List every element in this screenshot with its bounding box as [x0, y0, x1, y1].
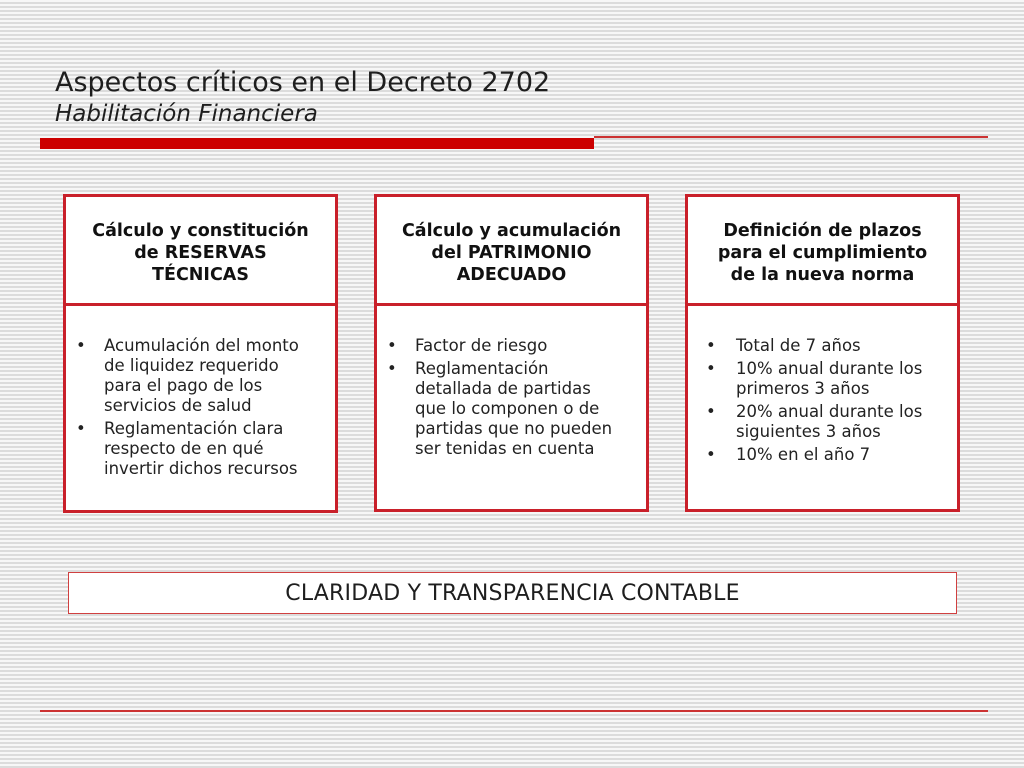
- bullet-line: invertir dichos recursos: [104, 459, 298, 478]
- bullet-line: respecto de en qué: [104, 439, 264, 458]
- bullet-line: Total de 7 años: [736, 336, 861, 355]
- bullet-list: [76, 336, 327, 479]
- card-heading: [377, 197, 646, 306]
- card-plazos-cumplimiento: [685, 194, 960, 512]
- card-heading-line: de la nueva norma: [730, 265, 915, 285]
- bullet-dot: •: [706, 359, 716, 378]
- conclusion-banner-text: CLARIDAD Y TRANSPARENCIA CONTABLE: [285, 580, 740, 606]
- card-heading-line: de RESERVAS: [134, 243, 267, 263]
- bullet-line: partidas que no pueden: [415, 419, 613, 438]
- bullet-line: Acumulación del monto: [104, 336, 299, 355]
- bullet-item: [698, 445, 949, 465]
- bullet-line: Factor de riesgo: [415, 336, 548, 355]
- bullet-list: [698, 336, 949, 465]
- slide-title-block: [55, 66, 550, 128]
- card-reservas-tecnicas: [63, 194, 338, 513]
- bullet-dot: •: [76, 336, 86, 355]
- bullet-item: [387, 359, 638, 459]
- bullet-line: siguientes 3 años: [736, 422, 881, 441]
- card-heading-line: ADECUADO: [456, 265, 567, 285]
- card-body: [66, 306, 335, 479]
- card-heading-line: del PATRIMONIO: [431, 243, 592, 263]
- footer-rule: [40, 710, 988, 712]
- bullet-item: [76, 336, 327, 416]
- bullet-dot: •: [706, 402, 716, 421]
- card-body: [688, 306, 957, 465]
- bullet-line: Reglamentación: [415, 359, 549, 378]
- bullet-item: [698, 336, 949, 356]
- title-underline-thin: [594, 136, 988, 138]
- bullet-dot: •: [387, 359, 397, 378]
- bullet-item: [698, 359, 949, 399]
- bullet-line: detallada de partidas: [415, 379, 591, 398]
- bullet-line: servicios de salud: [104, 396, 252, 415]
- slide-subtitle: Habilitación Financiera: [55, 101, 318, 127]
- conclusion-banner: [68, 572, 957, 614]
- card-body: [377, 306, 646, 459]
- bullet-line: ser tenidas en cuenta: [415, 439, 595, 458]
- bullet-line: Reglamentación clara: [104, 419, 284, 438]
- card-heading-line: TÉCNICAS: [152, 265, 249, 285]
- title-underline-thick: [40, 138, 594, 149]
- slide-title: Aspectos críticos en el Decreto 2702: [55, 67, 551, 98]
- bullet-line: que lo componen o de: [415, 399, 600, 418]
- bullet-line: primeros 3 años: [736, 379, 870, 398]
- bullet-line: 10% en el año 7: [736, 445, 871, 464]
- card-heading-line: para el cumplimiento: [717, 243, 928, 263]
- card-heading-line: Definición de plazos: [723, 221, 922, 241]
- bullet-item: [76, 419, 327, 479]
- card-heading-line: Cálculo y acumulación: [401, 221, 622, 241]
- card-heading: [688, 197, 957, 306]
- bullet-dot: •: [706, 445, 716, 464]
- bullet-line: para el pago de los: [104, 376, 263, 395]
- bullet-line: de liquidez requerido: [104, 356, 279, 375]
- card-patrimonio-adecuado: [374, 194, 649, 512]
- card-heading: [66, 197, 335, 306]
- bullet-dot: •: [706, 336, 716, 355]
- card-heading-line: Cálculo y constitución: [92, 221, 309, 241]
- bullet-dot: •: [76, 419, 86, 438]
- bullet-list: [387, 336, 638, 459]
- bullet-item: [387, 336, 638, 356]
- bullet-item: [698, 402, 949, 442]
- bullet-line: 10% anual durante los: [736, 359, 923, 378]
- bullet-dot: •: [387, 336, 397, 355]
- bullet-line: 20% anual durante los: [736, 402, 923, 421]
